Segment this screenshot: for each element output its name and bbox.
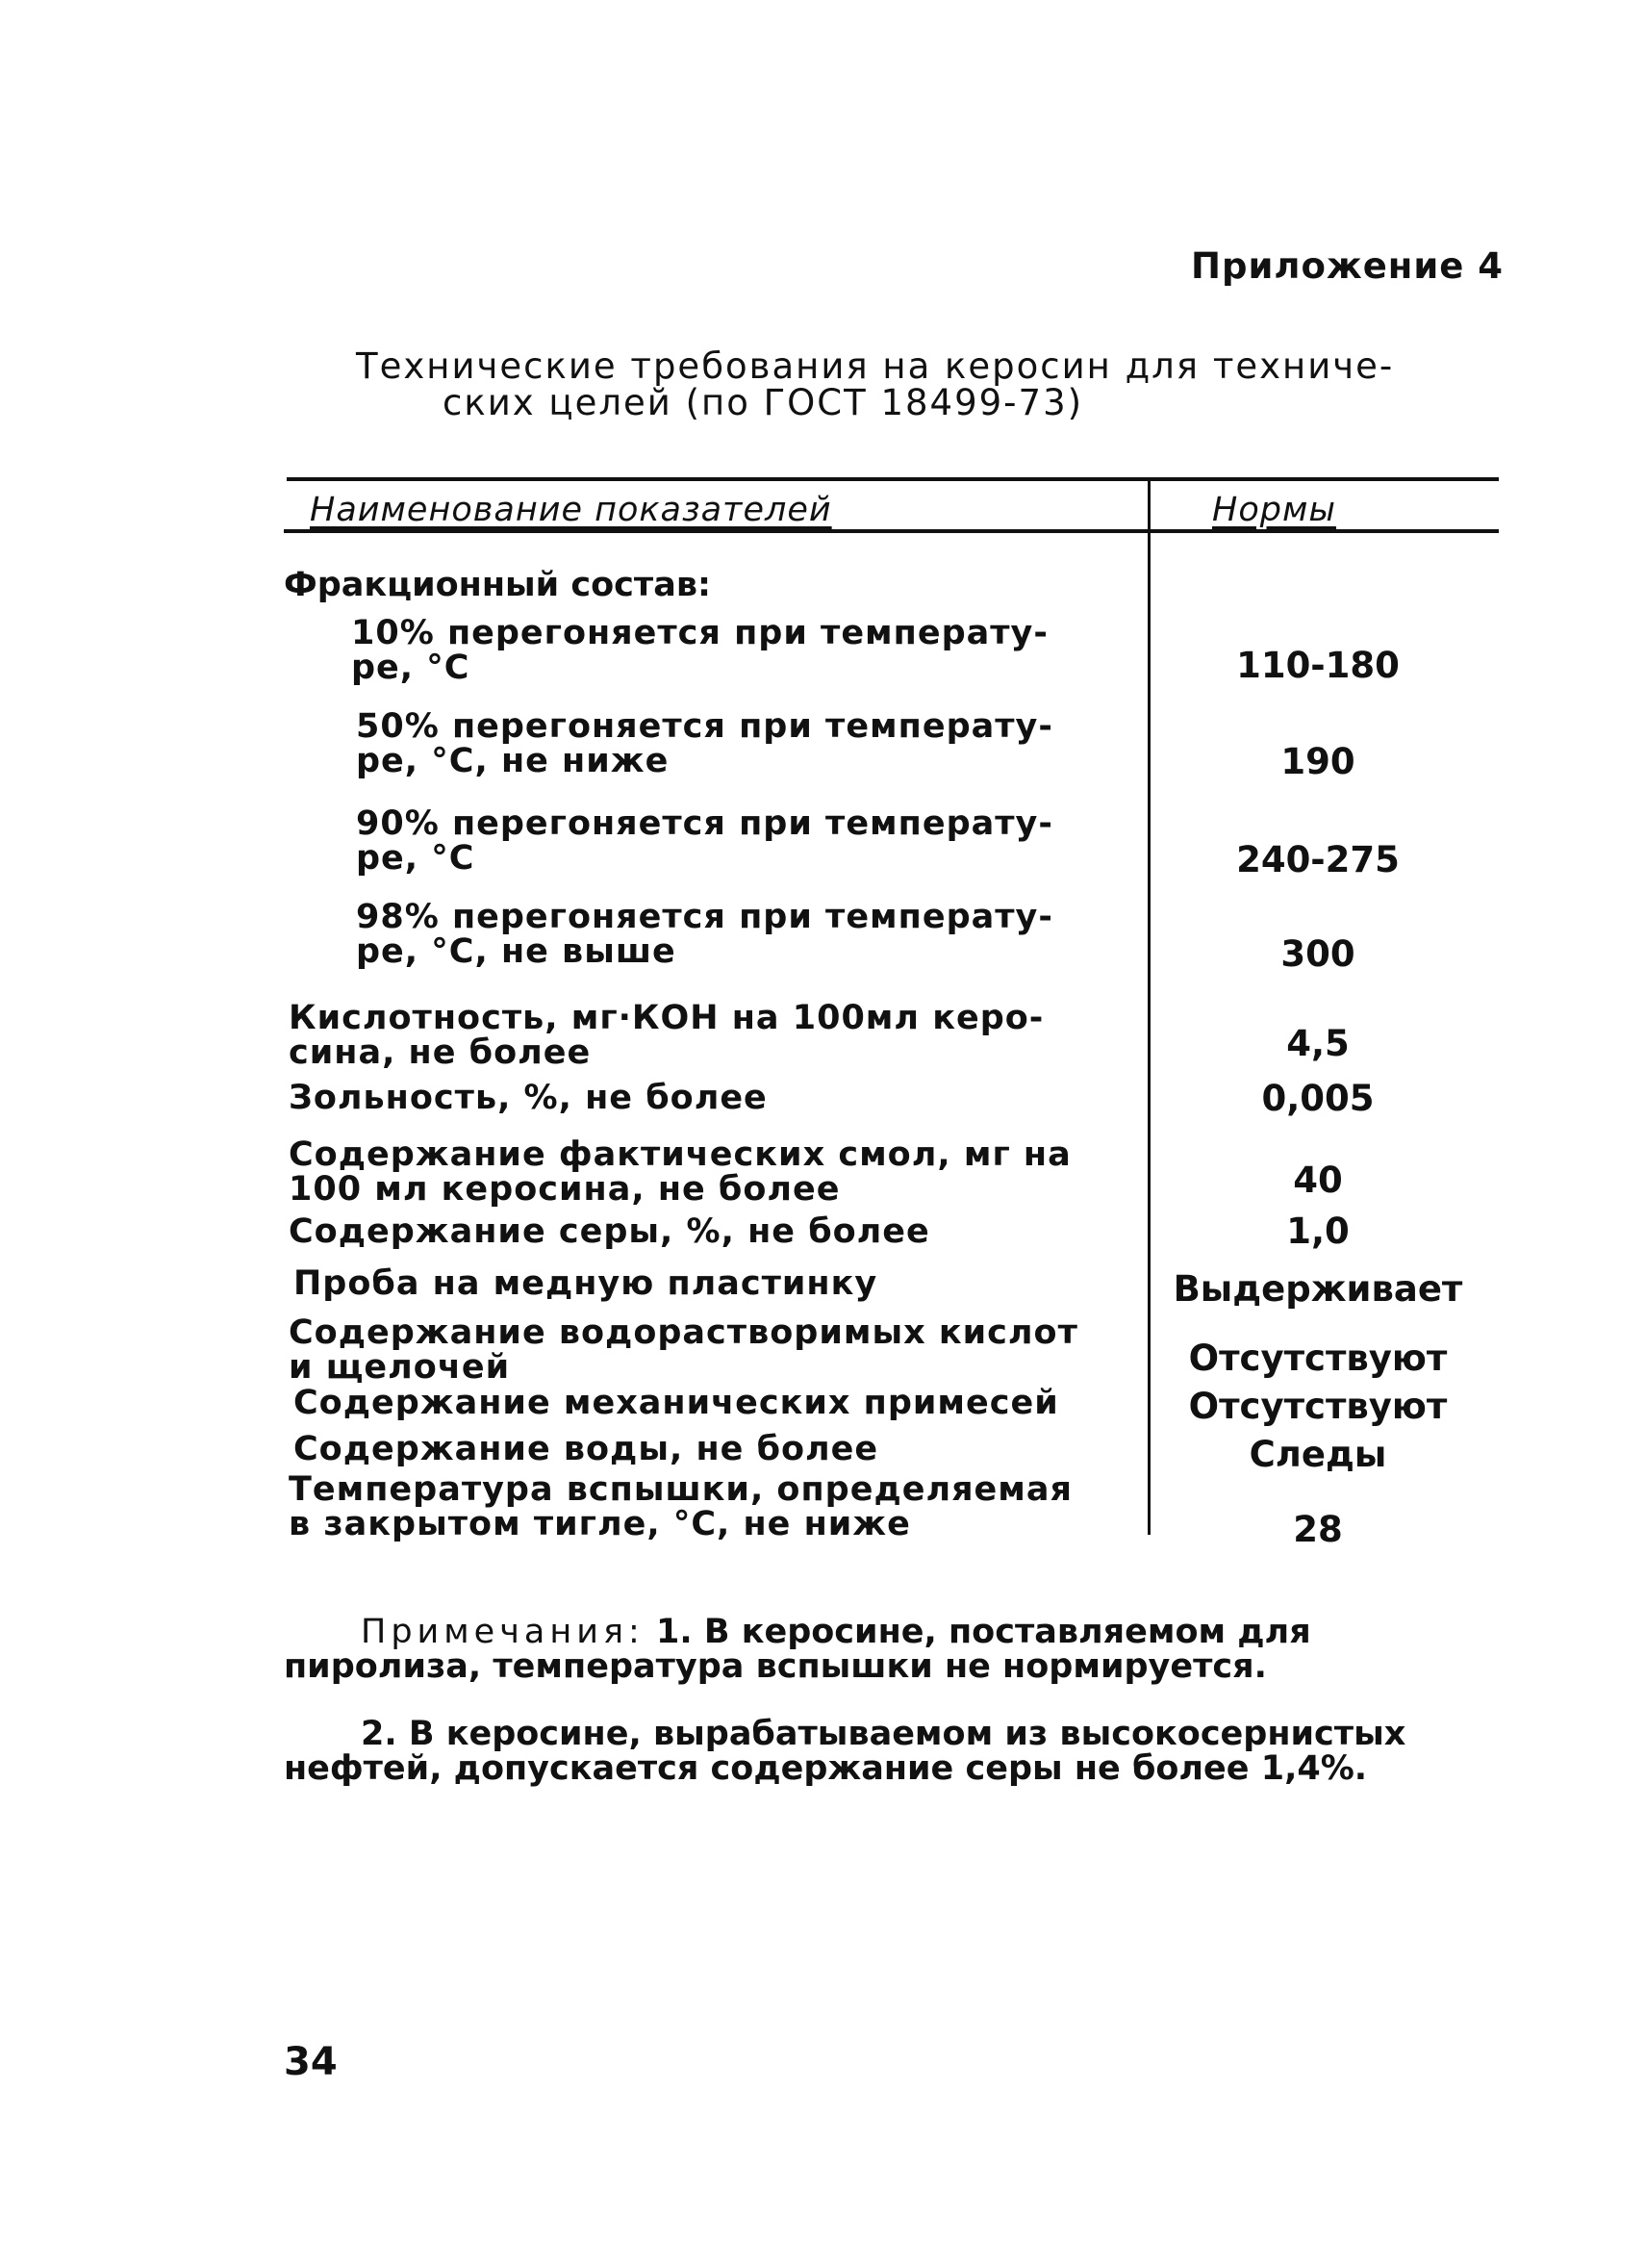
column-header-name: Наименование показателей [310, 491, 832, 529]
table-row-value: 300 [1280, 933, 1355, 975]
table-row-name: Зольность, %, не более [289, 1079, 768, 1117]
notes-block [284, 1615, 1506, 1819]
table-row-value: Отсутствуют [1188, 1338, 1448, 1379]
table-row-name: 98% перегоняется при температу- ре, °С, не выше [356, 898, 1053, 971]
title-line-1: Технические требования на керосин для техниче- [356, 345, 1395, 387]
table-row-name: Проба на медную пластинку [293, 1264, 878, 1303]
note-2: 2. В керосине, вырабатываемом из высокосернистых нефтей, допускается содержание серы не более 1,4%. [284, 1715, 1406, 1788]
table-row-name: 50% перегоняется при температу- ре, °С, не ниже [356, 707, 1053, 780]
table-row-value: Следы [1249, 1434, 1387, 1475]
table-row-value: 40 [1293, 1159, 1343, 1201]
table-row-value: 4,5 [1286, 1023, 1350, 1064]
table-row-name: Содержание серы, %, не более [289, 1212, 930, 1251]
table-row-value: 110-180 [1236, 645, 1400, 686]
table-row-value: Отсутствуют [1188, 1386, 1448, 1427]
table-row-value: 1,0 [1286, 1210, 1350, 1252]
table-row-value: 190 [1280, 741, 1355, 782]
table-header-rule [284, 529, 1499, 533]
table-row-name: Содержание водорастворимых кислот и щелочей [289, 1313, 1078, 1387]
table-row-value: Выдерживает [1173, 1268, 1463, 1310]
title-line-2: ских целей (по ГОСТ 18499-73) [443, 382, 1084, 423]
document-title [356, 345, 1462, 423]
note-1: Примечания: 1. В керосине, поставляемом для пиролиза, температура вспышки не нормируется. [284, 1613, 1311, 1686]
table-row-name: Содержание воды, не более [293, 1430, 879, 1468]
section-fractional-composition: Фракционный состав: [284, 566, 711, 604]
appendix-label: Приложение 4 [1191, 245, 1505, 287]
notes-label: Примечания: [361, 1613, 645, 1651]
table-row-name: Содержание фактических смол, мг на 100 мл керосина, не более [289, 1135, 1072, 1209]
table-row-name: 10% перегоняется при температу- ре, °С [351, 614, 1049, 687]
table-row-value: 240-275 [1236, 839, 1400, 880]
table-row-name: Кислотность, мг·КОН на 100мл керо- сина, не более [289, 999, 1045, 1072]
table-top-rule [287, 477, 1499, 481]
table-row-value: 28 [1293, 1509, 1343, 1550]
table-row-name: 90% перегоняется при температу- ре, °С [356, 804, 1053, 878]
table-row-name: Температура вспышки, определяемая в закрытом тигле, °С, не ниже [289, 1470, 1073, 1543]
column-header-norms: Нормы [1212, 491, 1336, 529]
table-row-value: 0,005 [1261, 1078, 1375, 1119]
page-number: 34 [284, 2040, 338, 2084]
table-row-name: Содержание механических примесей [293, 1384, 1059, 1422]
